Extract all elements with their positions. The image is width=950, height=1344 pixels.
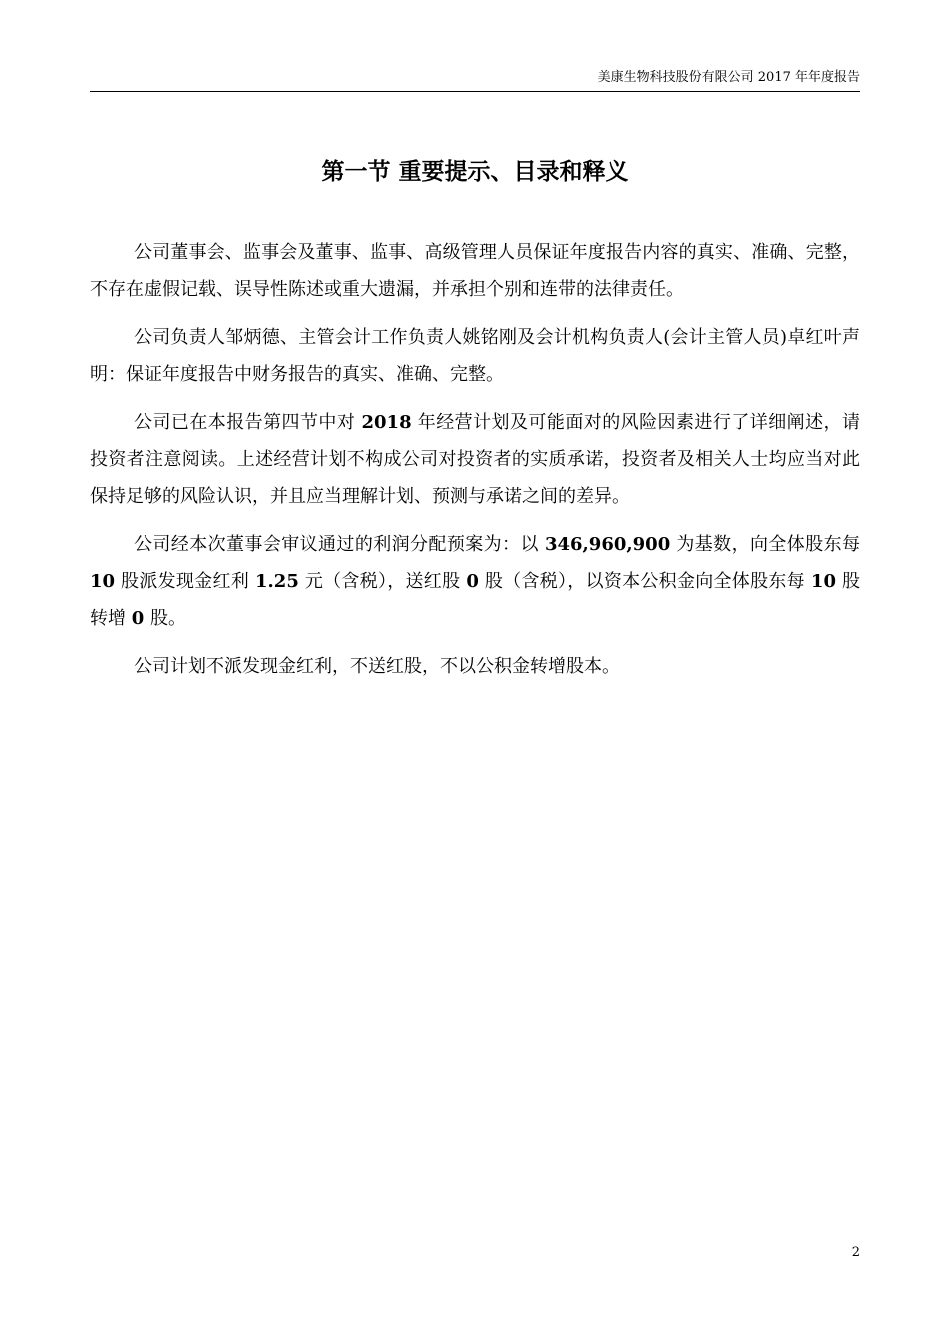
paragraph-responsibility-statement: 公司董事会、监事会及董事、监事、高级管理人员保证年度报告内容的真实、准确、完整，不存在虚假记载、误导性陈述或重大遗漏，并承担个别和连带的法律责任。 bbox=[90, 242, 860, 300]
body-text bbox=[90, 234, 860, 696]
running-header bbox=[90, 70, 860, 92]
paragraph-no-distribution-plan: 公司计划不派发现金红利，不送红股，不以公积金转增股本。 bbox=[134, 656, 620, 677]
profit-distribution-text-4: 元（含税），送红股 bbox=[298, 571, 467, 592]
transfer-share-count: 0 bbox=[131, 608, 145, 629]
risk-notice-text-after: 年经营计划及可能面对的风险因素进行了详细阐述，请投资者注意阅读。上述经营计划不构成公司对投资者的实质承诺，投资者及相关人士均应当对此保持足够的风险认识，并且应当理解计划、预测与承诺之间的差异。 bbox=[90, 412, 860, 507]
profit-distribution-text-7: 股。 bbox=[144, 608, 186, 629]
bonus-share-count: 0 bbox=[466, 571, 479, 592]
risk-notice-text-before: 公司已在本报告第四节中对 bbox=[134, 412, 362, 433]
profit-distribution-text-6: 股转增 bbox=[90, 571, 860, 629]
paragraph-financial-statement-declaration: 公司负责人邹炳德、主管会计工作负责人姚铭刚及会计机构负责人(会计主管人员)卓红叶声明：保证年度报告中财务报告的真实、准确、完整。 bbox=[90, 327, 860, 385]
paragraph-profit-distribution bbox=[90, 526, 860, 637]
per-shares-dividend: 10 bbox=[90, 571, 116, 592]
profit-distribution-text-5: 股（含税），以资本公积金向全体股东每 bbox=[478, 571, 811, 592]
profit-distribution-text-2: 为基数，向全体股东每 bbox=[670, 534, 860, 555]
base-share-count: 346,960,900 bbox=[544, 534, 671, 555]
profit-distribution-text-1: 公司经本次董事会审议通过的利润分配预案为：以 bbox=[134, 534, 545, 555]
section-title: 第一节 重要提示、目录和释义 bbox=[321, 158, 629, 185]
per-shares-transfer: 10 bbox=[810, 571, 836, 592]
paragraph-risk-notice bbox=[90, 404, 860, 515]
running-header-title: 美康生物科技股份有限公司 2017 年年度报告 bbox=[597, 70, 860, 85]
risk-notice-year: 2018 bbox=[361, 412, 412, 433]
profit-distribution-text-3: 股派发现金红利 bbox=[115, 571, 256, 592]
page-number: 2 bbox=[851, 1245, 860, 1260]
cash-dividend-amount: 1.25 bbox=[255, 571, 299, 592]
